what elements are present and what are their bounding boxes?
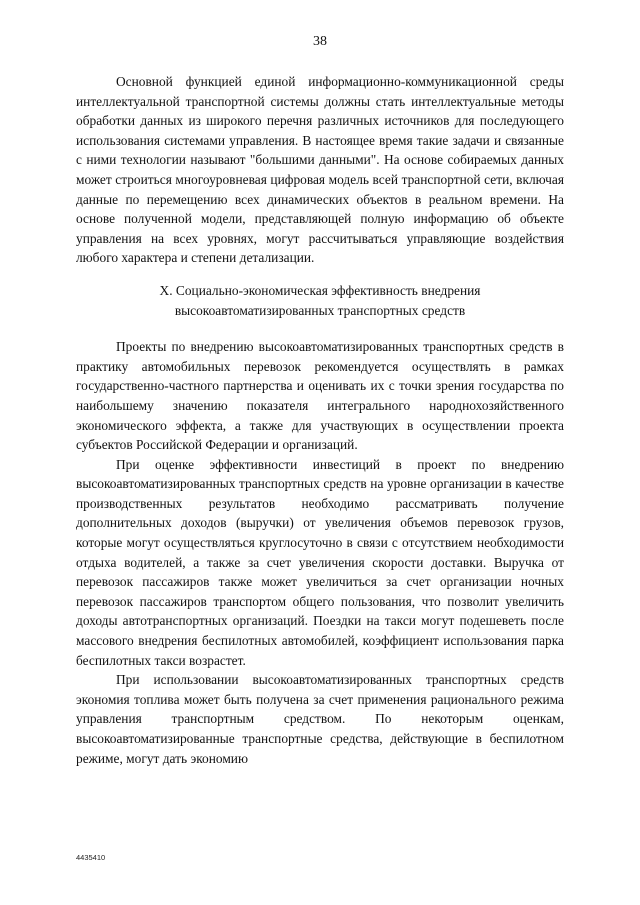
paragraph-fuel-economy: При использовании высокоавтоматизированных транспортных средств экономия топлива может быть получена за счет применения рационального режима управления транспортным средством. По некоторым оценкам, высокоавтоматизированные транспортные средства, действующие в беспилотном режиме, могут дать экономию — [76, 672, 564, 766]
paragraph-intelligent-data-processing: Основной функцией единой информационно-коммуникационной среды интеллектуальной транспортной системы должны стать интеллектуальные методы обработки данных из широкого перечня различных источников для последующего использования системами управления. В настоящее время такие задачи и связанные с ними технологии называют "большими данными". На основе собираемых данных может строиться многоуровневая цифровая модель всей транспортной сети, включая данные по перемещению всех динамических объектов в реальном времени. На основе полученной модели, представляющей полную информацию об объекте управления на всех уровнях, могут рассчитываться управляющие воздействия любого характера и степени детализации. — [76, 74, 564, 266]
document-body — [76, 72, 564, 768]
section-heading-line-1: X. Социально-экономическая эффективность внедрения — [159, 282, 481, 298]
page-number: 38 — [313, 34, 327, 49]
section-heading — [76, 281, 564, 320]
document-code: 4435410 — [76, 853, 106, 862]
section-heading-line-2: высокоавтоматизированных транспортных средств — [174, 302, 466, 318]
paragraph-projects-implementation: Проекты по внедрению высокоавтоматизированных транспортных средств в практику автомобильных перевозок рекомендуется осуществлять в рамках государственно-частного партнерства и оценивать их с точки зрения государства по наибольшему значению показателя интегрального народнохозяйственного экономического эффекта, а также для участвующих в осуществлении проекта субъектов Российской Федерации и организаций. — [76, 339, 564, 453]
paragraph-investment-efficiency: При оценке эффективности инвестиций в проект по внедрению высокоавтоматизированных транспортных средств на уровне организации в качестве производственных результатов необходимо рассматривать получение дополнительных доходов (выручки) от увеличения объемов перевозок грузов, которые могут осуществляться круглосуточно в связи с отсутствием необходимости отдыха водителей, а также за счет увеличения скорости доставки. Выручка от перевозок пассажиров также может увеличиться за счет организации ночных перевозок пассажиров транспортом общего пользования, что позволит увеличить доходы автотранспортных организаций. Поездки на такси могут подешеветь после массового внедрения беспилотных автомобилей, коэффициент использования парка беспилотных такси возрастет. — [76, 456, 564, 668]
